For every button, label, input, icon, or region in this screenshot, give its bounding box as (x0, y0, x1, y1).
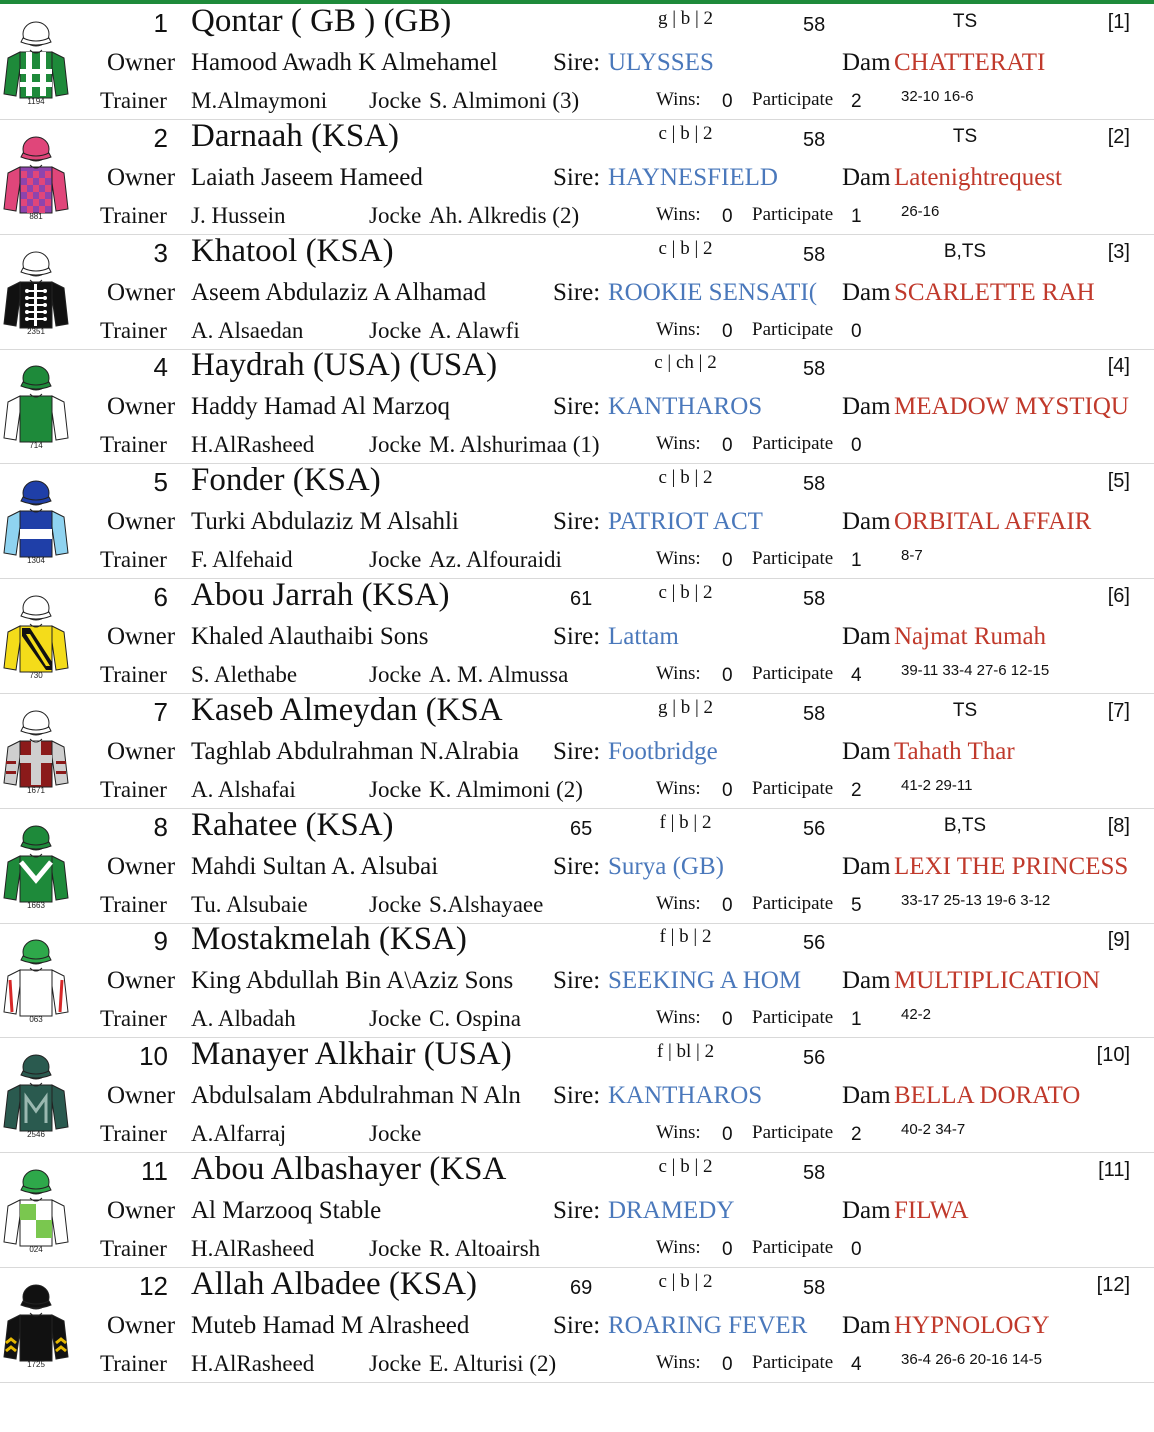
runner-row[interactable] (0, 348, 1154, 464)
sire-name[interactable]: HAYNESFIELD (608, 163, 778, 191)
jockey-label: Jocke (369, 891, 422, 917)
jockey-label: Jocke (369, 1006, 422, 1032)
owner-name[interactable]: Muteb Hamad M Alrasheed (191, 1311, 470, 1339)
owner-name[interactable]: Haddy Hamad Al Marzoq (191, 393, 450, 421)
owner-name[interactable]: Al Marzooq Stable (191, 1197, 382, 1224)
dam-name[interactable]: Tahath Thar (894, 737, 1015, 765)
dam-label: Dam (842, 852, 891, 880)
participate-label: Participate (752, 318, 834, 340)
runner-number: 9 (153, 926, 168, 957)
wins-label: Wins: (656, 1007, 701, 1029)
sire-label: Sire: (553, 163, 601, 191)
sire-name[interactable]: Lattam (608, 623, 679, 650)
horse-name[interactable]: Darnaah (KSA) (191, 117, 400, 154)
runner-row[interactable] (0, 922, 1154, 1038)
dam-label: Dam (842, 967, 891, 995)
svg-text:1194: 1194 (27, 97, 45, 106)
draw-gate: [10] (1096, 1044, 1130, 1067)
dam-label: Dam (842, 278, 891, 306)
sire-label: Sire: (553, 1311, 601, 1339)
runner-number: 2 (153, 122, 168, 153)
runner-number: 4 (153, 352, 168, 383)
jockey-label: Jocke (369, 776, 422, 802)
trainer-label: Trainer (100, 1236, 167, 1261)
sire-label: Sire: (553, 967, 601, 995)
svg-text:730: 730 (29, 671, 43, 680)
sire-label: Sire: (553, 278, 601, 306)
jockey-label: Jocke (369, 1121, 422, 1147)
owner-name[interactable]: King Abdullah Bin A\Aziz Sons (191, 967, 514, 995)
horse-name[interactable]: Haydrah (USA) (USA) (191, 347, 498, 384)
owner-name[interactable]: Abdulsalam Abdulrahman N Aln (191, 1082, 521, 1110)
jockey-name[interactable]: E. Alturisi (2) (429, 1350, 557, 1376)
jockey-silk-icon (2, 358, 70, 450)
runner-row[interactable] (0, 693, 1154, 809)
recent-form: 8-7 (901, 547, 923, 565)
horse-rating: 69 (570, 1276, 593, 1299)
runner-number: 6 (153, 582, 168, 612)
sire-name[interactable]: ULYSSES (608, 49, 714, 76)
sire-name[interactable]: PATRIOT ACT (608, 508, 763, 536)
jockey-label: Jocke (369, 547, 422, 573)
participate-label: Participate (752, 1007, 834, 1029)
recent-form: 40-2 34-7 (901, 1121, 966, 1139)
wins-label: Wins: (656, 318, 701, 340)
horse-rating: 65 (570, 817, 593, 840)
participate-count: 0 (851, 320, 862, 342)
jockey-name[interactable]: S.Alshayaee (429, 891, 544, 917)
sire-name[interactable]: DRAMEDY (608, 1197, 735, 1224)
jockey-label: Jocke (369, 88, 422, 113)
wins-label: Wins: (656, 548, 701, 570)
wins-label: Wins: (656, 203, 701, 225)
jockey-silk-icon (2, 1277, 70, 1369)
wins-count: 0 (722, 205, 733, 227)
wins-label: Wins: (656, 892, 701, 914)
horse-rating: 61 (570, 588, 593, 610)
wins-count: 0 (722, 435, 733, 457)
wins-count: 0 (722, 1239, 733, 1260)
dam-label: Dam (842, 163, 891, 191)
trainer-label: Trainer (100, 202, 167, 228)
jockey-silk-icon (2, 1047, 70, 1139)
trainer-name[interactable]: H.AlRasheed (191, 1236, 315, 1261)
participate-count: 1 (851, 550, 862, 572)
participate-count: 4 (851, 1353, 862, 1375)
runner-number: 5 (153, 467, 168, 498)
dam-name[interactable]: BELLA DORATO (894, 1082, 1081, 1110)
runner-row[interactable] (0, 808, 1154, 924)
participate-count: 1 (851, 1009, 862, 1031)
runner-number: 10 (139, 1041, 168, 1072)
wins-label: Wins: (656, 663, 701, 684)
draw-gate: [11] (1098, 1159, 1130, 1181)
participate-label: Participate (752, 433, 834, 455)
jockey-label: Jocke (369, 662, 422, 687)
recent-form: 26-16 (901, 202, 940, 220)
svg-text:881: 881 (29, 211, 43, 221)
trainer-label: Trainer (100, 1006, 167, 1032)
carried-weight: 58 (803, 243, 826, 266)
draw-gate: [7] (1107, 699, 1130, 722)
carried-weight: 58 (803, 1276, 826, 1299)
runner-row[interactable] (0, 463, 1154, 579)
carried-weight: 58 (803, 14, 826, 36)
wins-count: 0 (722, 1009, 733, 1031)
equipment: TS (952, 11, 978, 32)
dam-label: Dam (842, 49, 891, 76)
jockey-name[interactable]: R. Altoairsh (429, 1236, 541, 1261)
recent-form: 36-4 26-6 20-16 14-5 (901, 1350, 1042, 1368)
trainer-name[interactable]: F. Alfehaid (191, 547, 293, 573)
horse-name[interactable]: Kaseb Almeydan (KSA (191, 691, 503, 728)
dam-name[interactable]: MULTIPLICATION (894, 967, 1101, 995)
owner-label: Owner (107, 393, 176, 421)
trainer-name[interactable]: M.Almaymoni (191, 88, 328, 113)
owner-label: Owner (107, 967, 176, 995)
participate-count: 2 (851, 91, 862, 112)
draw-gate: [6] (1107, 585, 1130, 607)
dam-label: Dam (842, 1082, 891, 1110)
runner-row[interactable] (0, 1037, 1154, 1153)
trainer-label: Trainer (100, 1121, 167, 1147)
owner-name[interactable]: Laiath Jaseem Hameed (191, 163, 423, 191)
jockey-silk-icon (2, 14, 70, 106)
horse-sex-color-age: f | b | 2 (659, 811, 712, 833)
wins-count: 0 (722, 1353, 733, 1375)
carried-weight: 58 (803, 473, 826, 496)
participate-label: Participate (752, 1237, 834, 1258)
draw-gate: [2] (1107, 125, 1130, 148)
jockey-silk-icon (2, 932, 70, 1024)
sire-label: Sire: (553, 393, 601, 421)
owner-label: Owner (107, 1082, 176, 1110)
horse-name[interactable]: Abou Albashayer (KSA (191, 1151, 507, 1187)
dam-name[interactable]: Latenightrequest (894, 163, 1062, 191)
dam-name[interactable]: FILWA (894, 1197, 969, 1224)
horse-name[interactable]: Mostakmelah (KSA) (191, 921, 467, 958)
wins-label: Wins: (656, 1351, 701, 1373)
horse-sex-color-age: g | b | 2 (657, 696, 714, 718)
horse-name[interactable]: Qontar ( GB ) (GB) (191, 3, 452, 39)
participate-label: Participate (752, 663, 834, 684)
dam-name[interactable]: Najmat Rumah (894, 623, 1047, 650)
trainer-label: Trainer (100, 662, 167, 687)
draw-gate: [12] (1096, 1273, 1130, 1296)
svg-text:2546: 2546 (27, 1130, 45, 1140)
participate-label: Participate (752, 892, 834, 914)
participate-count: 2 (851, 1124, 862, 1146)
participate-label: Participate (752, 777, 834, 799)
draw-gate: [1] (1107, 11, 1130, 33)
participate-label: Participate (752, 89, 834, 110)
dam-name[interactable]: LEXI THE PRINCESS (894, 852, 1129, 880)
participate-count: 4 (851, 665, 862, 686)
trainer-label: Trainer (100, 891, 167, 917)
jockey-silk-icon (2, 588, 70, 680)
carried-weight: 58 (803, 128, 826, 151)
recent-form: 39-11 33-4 27-6 12-15 (901, 662, 1050, 679)
dam-name[interactable]: MEADOW MYSTIQU (894, 393, 1129, 421)
wins-count: 0 (722, 91, 733, 112)
equipment: B,TS (943, 240, 987, 262)
jockey-name[interactable]: Ah. Alkredis (2) (429, 202, 580, 228)
jockey-silk-icon (2, 703, 70, 795)
owner-name[interactable]: Taghlab Abdulrahman N.Alrabia (191, 737, 520, 765)
runner-number: 12 (139, 1270, 168, 1301)
horse-sex-color-age: c | b | 2 (658, 237, 713, 259)
recent-form: 42-2 (901, 1006, 932, 1024)
participate-count: 5 (851, 894, 862, 916)
jockey-name[interactable]: M. Alshurimaa (1) (429, 432, 600, 458)
owner-label: Owner (107, 1197, 176, 1224)
jockey-label: Jocke (369, 1350, 422, 1376)
equipment: TS (952, 125, 978, 147)
horse-name[interactable]: Abou Jarrah (KSA) (191, 577, 450, 613)
dam-name[interactable]: SCARLETTE RAH (894, 278, 1095, 306)
dam-label: Dam (842, 1311, 891, 1339)
runner-number: 3 (153, 237, 168, 268)
draw-gate: [5] (1107, 470, 1130, 493)
sire-name[interactable]: KANTHAROS (608, 393, 763, 421)
owner-name[interactable]: Hamood Awadh K Almehamel (191, 49, 498, 76)
trainer-label: Trainer (100, 547, 167, 573)
sire-label: Sire: (553, 852, 601, 880)
dam-label: Dam (842, 393, 891, 421)
carried-weight: 58 (803, 588, 826, 610)
horse-name[interactable]: Khatool (KSA) (191, 232, 394, 269)
draw-gate: [3] (1107, 240, 1130, 263)
wins-label: Wins: (656, 1122, 701, 1144)
jockey-label: Jocke (369, 432, 422, 458)
trainer-label: Trainer (100, 1350, 167, 1376)
sire-label: Sire: (553, 508, 601, 536)
runner-row[interactable] (0, 578, 1154, 694)
owner-name[interactable]: Aseem Abdulaziz A Alhamad (191, 278, 487, 306)
participate-label: Participate (752, 1351, 834, 1373)
jockey-silk-icon (2, 244, 70, 336)
runner-row[interactable] (0, 234, 1154, 350)
jockey-name[interactable]: C. Ospina (429, 1006, 521, 1032)
trainer-label: Trainer (100, 317, 167, 343)
wins-count: 0 (722, 1124, 733, 1146)
jockey-name[interactable]: A. M. Almussa (429, 662, 569, 687)
dam-name[interactable]: HYPNOLOGY (894, 1311, 1050, 1339)
svg-text:1725: 1725 (27, 1359, 45, 1369)
participate-count: 1 (851, 205, 862, 227)
owner-label: Owner (107, 508, 176, 536)
sire-name[interactable]: ROARING FEVER (608, 1311, 808, 1339)
participate-count: 0 (851, 435, 862, 457)
trainer-name[interactable]: H.AlRasheed (191, 432, 315, 458)
recent-form: 33-17 25-13 19-6 3-12 (901, 891, 1051, 909)
wins-label: Wins: (656, 89, 701, 110)
wins-count: 0 (722, 665, 733, 686)
horse-sex-color-age: c | b | 2 (658, 467, 713, 489)
horse-sex-color-age: f | bl | 2 (656, 1041, 715, 1063)
dam-label: Dam (842, 623, 891, 650)
trainer-name[interactable]: A. Albadah (191, 1006, 296, 1032)
jockey-silk-icon (2, 129, 70, 221)
dam-label: Dam (842, 508, 891, 536)
wins-label: Wins: (656, 433, 701, 455)
wins-label: Wins: (656, 777, 701, 799)
participate-label: Participate (752, 203, 834, 225)
carried-weight: 56 (803, 1047, 826, 1070)
horse-name[interactable]: Allah Albadee (KSA) (191, 1265, 477, 1302)
wins-label: Wins: (656, 1237, 701, 1258)
owner-name[interactable]: Turki Abdulaziz M Alsahli (191, 508, 459, 536)
sire-label: Sire: (553, 623, 601, 650)
horse-sex-color-age: c | b | 2 (658, 1156, 713, 1177)
draw-gate: [4] (1107, 355, 1130, 378)
carried-weight: 58 (803, 702, 826, 725)
trainer-name[interactable]: A. Alshafai (191, 776, 296, 802)
owner-label: Owner (107, 49, 176, 76)
horse-name[interactable]: Fonder (KSA) (191, 462, 381, 499)
sire-name[interactable]: SEEKING A HOM (608, 967, 802, 995)
trainer-label: Trainer (100, 432, 167, 458)
trainer-name[interactable]: H.AlRasheed (191, 1350, 315, 1376)
svg-text:063: 063 (29, 1015, 43, 1025)
recent-form: 41-2 29-11 (901, 776, 973, 794)
owner-label: Owner (107, 163, 176, 191)
sire-label: Sire: (553, 737, 601, 765)
participate-count: 2 (851, 779, 862, 801)
svg-text:024: 024 (29, 1245, 43, 1254)
jockey-name[interactable]: K. Almimoni (2) (429, 776, 583, 802)
trainer-name[interactable]: Tu. Alsubaie (191, 891, 308, 917)
horse-name[interactable]: Manayer Alkhair (USA) (191, 1036, 512, 1073)
jockey-label: Jocke (369, 1236, 422, 1261)
dam-name[interactable]: ORBITAL AFFAIR (894, 508, 1092, 536)
wins-count: 0 (722, 320, 733, 342)
owner-name[interactable]: Mahdi Sultan A. Alsubai (191, 852, 439, 880)
trainer-label: Trainer (100, 88, 167, 113)
wins-count: 0 (722, 779, 733, 801)
draw-gate: [8] (1107, 814, 1130, 837)
owner-label: Owner (107, 1311, 176, 1339)
dam-label: Dam (842, 737, 891, 765)
jockey-name[interactable]: S. Almimoni (3) (429, 88, 580, 113)
horse-sex-color-age: c | ch | 2 (654, 352, 717, 374)
recent-form: 32-10 16-6 (901, 88, 974, 105)
horse-sex-color-age: c | b | 2 (658, 1270, 713, 1292)
jockey-silk-icon (2, 818, 70, 910)
runner-row[interactable] (0, 119, 1154, 235)
participate-label: Participate (752, 548, 834, 570)
svg-text:1671: 1671 (27, 785, 45, 795)
sire-name[interactable]: KANTHAROS (608, 1082, 763, 1110)
trainer-name[interactable]: S. Alethabe (191, 662, 298, 687)
owner-label: Owner (107, 623, 176, 650)
equipment: B,TS (943, 814, 987, 836)
horse-sex-color-age: f | b | 2 (659, 926, 712, 948)
jockey-label: Jocke (369, 317, 422, 343)
sire-label: Sire: (553, 1082, 601, 1110)
runner-number: 1 (153, 8, 168, 38)
carried-weight: 56 (803, 817, 826, 840)
runner-number: 11 (141, 1156, 168, 1186)
carried-weight: 58 (803, 358, 826, 381)
runner-number: 7 (153, 696, 168, 727)
sire-label: Sire: (553, 49, 601, 76)
svg-text:1304: 1304 (27, 556, 45, 566)
owner-name[interactable]: Khaled Alauthaibi Sons (191, 623, 429, 650)
jockey-name[interactable]: Az. Alfouraidi (429, 547, 562, 573)
jockey-silk-icon (2, 473, 70, 565)
horse-sex-color-age: c | b | 2 (658, 122, 713, 144)
horse-sex-color-age: g | b | 2 (657, 8, 714, 29)
sire-name[interactable]: Surya (GB) (608, 852, 724, 880)
owner-label: Owner (107, 737, 176, 765)
jockey-silk-icon (2, 1162, 70, 1254)
sire-name[interactable]: ROOKIE SENSATI( (608, 278, 818, 306)
runner-row[interactable] (0, 1152, 1154, 1268)
horse-sex-color-age: c | b | 2 (658, 582, 713, 603)
trainer-name[interactable]: J. Hussein (191, 202, 286, 228)
runner-row[interactable] (0, 4, 1154, 120)
owner-label: Owner (107, 278, 176, 306)
trainer-label: Trainer (100, 776, 167, 802)
jockey-label: Jocke (369, 202, 422, 228)
horse-name[interactable]: Rahatee (KSA) (191, 806, 394, 843)
sire-label: Sire: (553, 1197, 601, 1224)
carried-weight: 58 (803, 1162, 826, 1184)
sire-name[interactable]: Footbridge (608, 737, 718, 765)
svg-text:2351: 2351 (27, 326, 45, 336)
equipment: TS (952, 699, 978, 721)
trainer-name[interactable]: A.Alfarraj (191, 1121, 287, 1147)
jockey-name[interactable]: A. Alawfi (429, 317, 520, 343)
owner-label: Owner (107, 852, 176, 880)
dam-label: Dam (842, 1197, 891, 1224)
wins-count: 0 (722, 894, 733, 916)
draw-gate: [9] (1107, 929, 1130, 952)
svg-text:714: 714 (29, 441, 43, 451)
runner-number: 8 (153, 811, 168, 842)
wins-count: 0 (722, 550, 733, 572)
carried-weight: 56 (803, 932, 826, 955)
trainer-name[interactable]: A. Alsaedan (191, 317, 304, 343)
svg-text:1663: 1663 (27, 900, 45, 910)
runner-row[interactable] (0, 1267, 1154, 1383)
participate-label: Participate (752, 1122, 834, 1144)
participate-count: 0 (851, 1239, 862, 1260)
dam-name[interactable]: CHATTERATI (894, 49, 1046, 76)
